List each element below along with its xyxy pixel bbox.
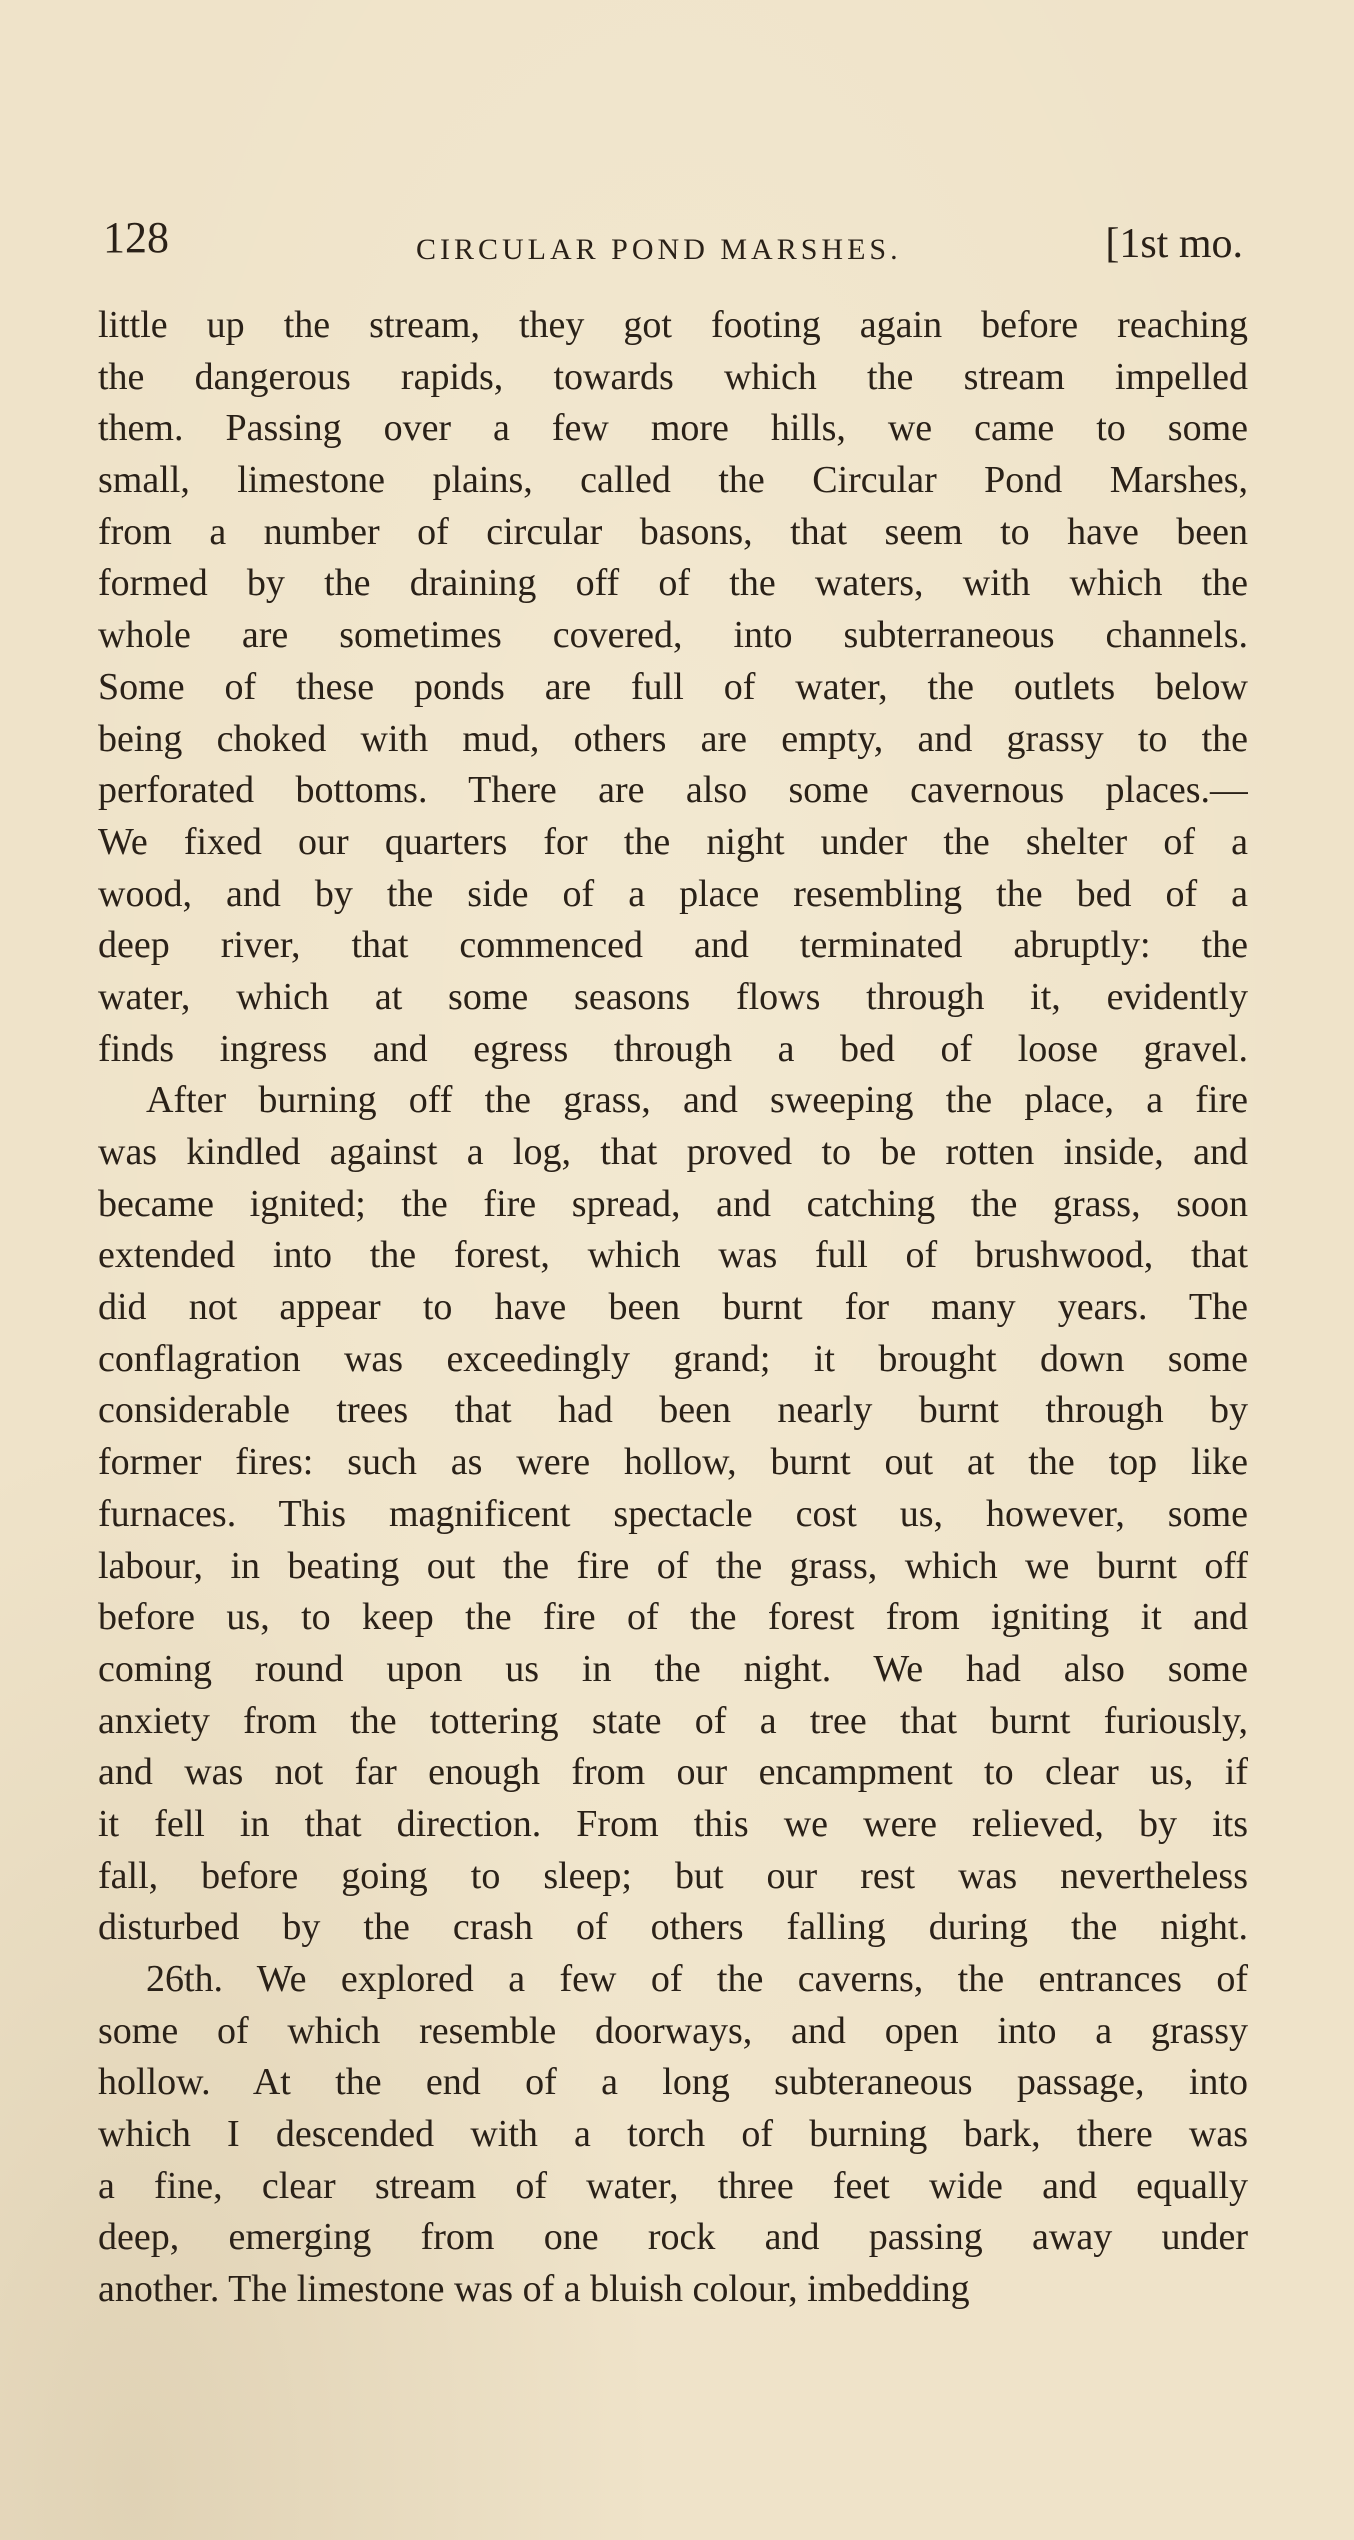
text-line: and was not far enough from our encampment to clear us, if	[98, 1751, 1248, 1794]
text-line: another. The limestone was of a bluish colour, imbedding	[98, 2268, 970, 2311]
text-line: deep river, that commenced and terminated abruptly: the	[98, 924, 1248, 967]
text-line: from a number of circular basons, that seem to have been	[98, 510, 1248, 553]
text-line: Some of these ponds are full of water, the outlets below	[98, 665, 1248, 708]
text-line: After burning off the grass, and sweeping the place, a fire	[146, 1079, 1248, 1122]
text-line: which I descended with a torch of burning bark, there was	[98, 2113, 1248, 2156]
month-marker: [1st mo.	[1105, 221, 1243, 267]
text-line: anxiety from the tottering state of a tree that burnt furiously,	[98, 1699, 1248, 1742]
text-line: coming round upon us in the night. We had also some	[98, 1647, 1248, 1690]
text-line: became ignited; the fire spread, and catching the grass, soon	[98, 1182, 1248, 1225]
text-line: hollow. At the end of a long subteraneous passage, into	[98, 2061, 1248, 2104]
text-line: deep, emerging from one rock and passing away under	[98, 2216, 1248, 2259]
text-line: the dangerous rapids, towards which the stream impelled	[98, 355, 1248, 398]
running-head: CIRCULAR POND MARSHES.	[416, 233, 902, 266]
text-line: considerable trees that had been nearly burnt through by	[98, 1389, 1248, 1432]
text-line: disturbed by the crash of others falling during the night.	[98, 1906, 1248, 1949]
text-line: 26th. We explored a few of the caverns, the entrances of	[146, 1958, 1248, 2000]
text-line: being choked with mud, others are empty, and grassy to the	[98, 717, 1248, 760]
text-line: it fell in that direction. From this we were relieved, by its	[98, 1802, 1248, 1845]
text-line: small, limestone plains, called the Circular Pond Marshes,	[98, 459, 1248, 502]
text-line: water, which at some seasons flows through it, evidently	[98, 975, 1248, 1018]
text-line: perforated bottoms. There are also some cavernous places.—	[98, 769, 1248, 812]
text-line: some of which resemble doorways, and open into a grassy	[98, 2009, 1248, 2052]
text-line: furnaces. This magnificent spectacle cost us, however, some	[98, 1492, 1248, 1535]
text-line: before us, to keep the fire of the forest from igniting it and	[98, 1596, 1248, 1639]
text-line: was kindled against a log, that proved to be rotten inside, and	[98, 1131, 1248, 1173]
text-line: extended into the forest, which was full of brushwood, that	[98, 1234, 1248, 1277]
text-line: labour, in beating out the fire of the grass, which we burnt off	[98, 1544, 1248, 1587]
page-header	[103, 210, 1243, 280]
text-line: a fine, clear stream of water, three feet wide and equally	[98, 2164, 1248, 2207]
text-line: whole are sometimes covered, into subterraneous channels.	[98, 614, 1248, 657]
text-line: them. Passing over a few more hills, we came to some	[98, 407, 1248, 450]
body-text	[98, 300, 1248, 2316]
text-line: We fixed our quarters for the night under the shelter of a	[98, 820, 1248, 863]
text-line: conflagration was exceedingly grand; it brought down some	[98, 1337, 1248, 1380]
text-line: formed by the draining off of the waters, with which the	[98, 562, 1248, 605]
text-line: fall, before going to sleep; but our rest was nevertheless	[98, 1854, 1248, 1897]
text-line: former fires: such as were hollow, burnt out at the top like	[98, 1441, 1248, 1484]
text-line: wood, and by the side of a place resembling the bed of a	[98, 872, 1248, 915]
text-line: little up the stream, they got footing again before reaching	[98, 304, 1248, 346]
text-line: finds ingress and egress through a bed of loose gravel.	[98, 1027, 1248, 1070]
text-line: did not appear to have been burnt for many years. The	[98, 1286, 1248, 1329]
page-number: 128	[103, 213, 169, 262]
